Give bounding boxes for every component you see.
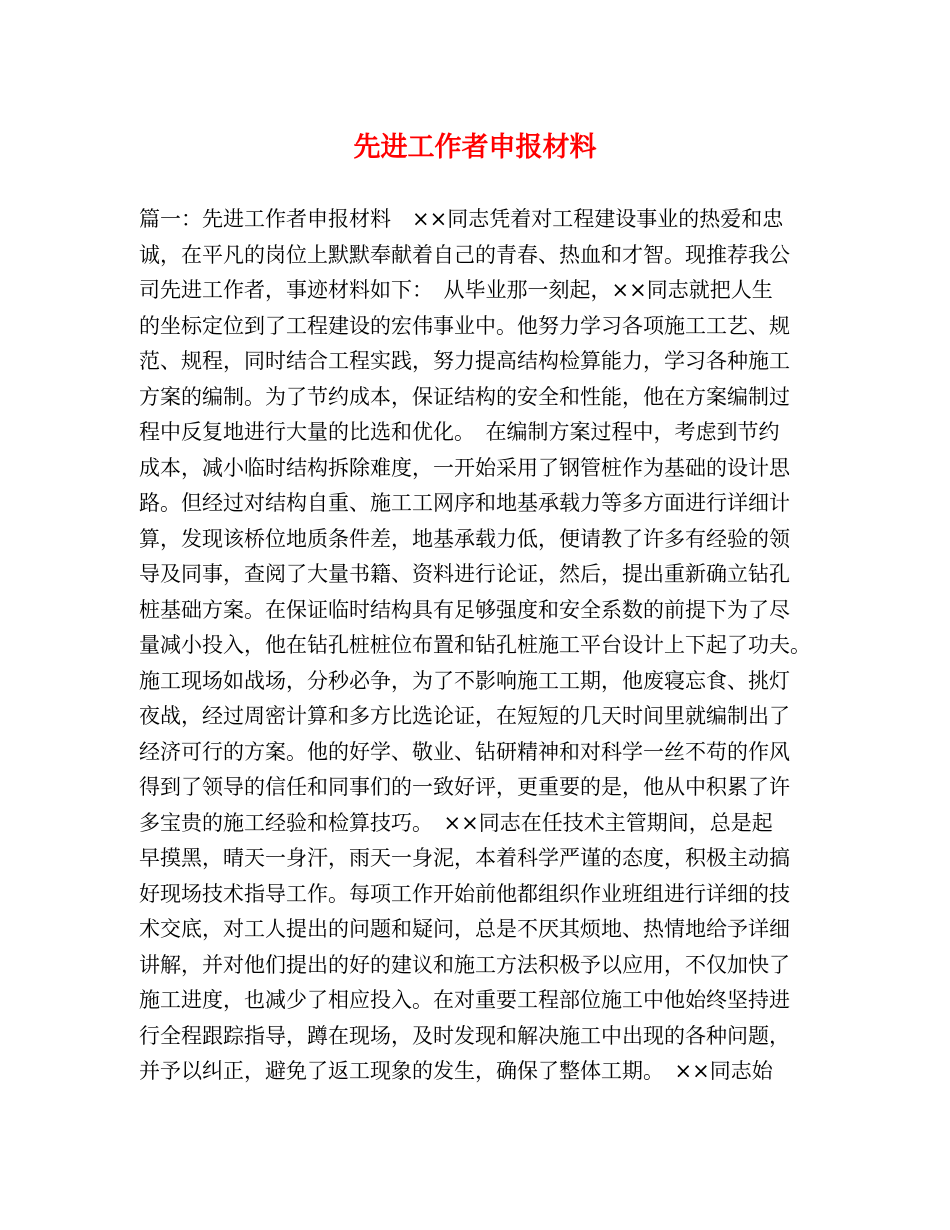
body-line: 讲解，并对他们提出的好的建议和施工方法积极予以应用，不仅加快了 xyxy=(139,952,790,977)
body-line: 路。但经过对结构自重、施工工网序和地基承载力等多方面进行详细计 xyxy=(139,491,790,515)
document-body xyxy=(139,202,819,1090)
body-line: 桩基础方案。在保证临时结构具有足够强度和安全系数的前提下为了尽 xyxy=(139,597,790,622)
body-line: 算，发现该桥位地质条件差，地基承载力低，便请教了许多有经验的领 xyxy=(139,526,790,551)
body-line: 导及同事，查阅了大量书籍、资料进行论证，然后，提出重新确立钻孔 xyxy=(139,562,790,586)
body-line: 程中反复地进行大量的比选和优化。 在编制方案过程中，考虑到节约 xyxy=(139,420,780,444)
body-line: 多宝贵的施工经验和检算技巧。 ××同志在任技术主管期间，总是起 xyxy=(139,810,773,835)
body-line: 的坐标定位到了工程建设的宏伟事业中。他努力学习各项施工工艺、规 xyxy=(139,313,790,338)
body-line: 诚，在平凡的岗位上默默奉献着自己的青春、热血和才智。现推荐我公 xyxy=(139,242,790,267)
body-line: 成本，减小临时结构拆除难度，一开始采用了钢管桩作为基础的设计思 xyxy=(139,455,790,480)
body-line: 行全程跟踪指导，蹲在现场，及时发现和解决施工中出现的各种问题， xyxy=(139,1023,790,1048)
body-line: 术交底，对工人提出的问题和疑问，总是不厌其烦地、热情地给予详细 xyxy=(139,917,790,941)
body-line: 好现场技术指导工作。每项工作开始前他都组织作业班组进行详细的技 xyxy=(139,881,790,906)
body-line: 并予以纠正，避免了返工现象的发生，确保了整体工期。 ××同志始 xyxy=(139,1059,773,1083)
document-title: 先进工作者申报材料 xyxy=(353,132,597,163)
body-line: 司先进工作者，事迹材料如下： 从毕业那一刻起，××同志就把人生 xyxy=(139,278,773,302)
body-line: 早摸黑，晴天一身汗，雨天一身泥，本着科学严谨的态度，积极主动搞 xyxy=(139,846,790,870)
body-line: 夜战，经过周密计算和多方比选论证，在短短的几天时间里就编制出了 xyxy=(139,704,790,728)
body-line: 范、规程，同时结合工程实践，努力提高结构检算能力，学习各种施工 xyxy=(139,349,790,373)
body-line: 施工进度，也减少了相应投入。在对重要工程部位施工中他始终坚持进 xyxy=(139,988,790,1012)
body-line: 施工现场如战场，分秒必争，为了不影响施工工期，他废寝忘食、挑灯 xyxy=(139,668,790,693)
body-line: 得到了领导的信任和同事们的一致好评，更重要的是，他从中积累了许 xyxy=(139,775,790,799)
body-line: 方案的编制。为了节约成本，保证结构的安全和性能，他在方案编制过 xyxy=(139,384,790,409)
body-line: 经济可行的方案。他的好学、敬业、钻研精神和对科学一丝不苟的作风 xyxy=(139,739,790,764)
body-line: 量减小投入，他在钻孔桩桩位布置和钻孔桩施工平台设计上下起了功夫。 xyxy=(139,633,811,657)
body-line: 篇一：先进工作者申报材料 ××同志凭着对工程建设事业的热爱和忠 xyxy=(139,207,784,231)
